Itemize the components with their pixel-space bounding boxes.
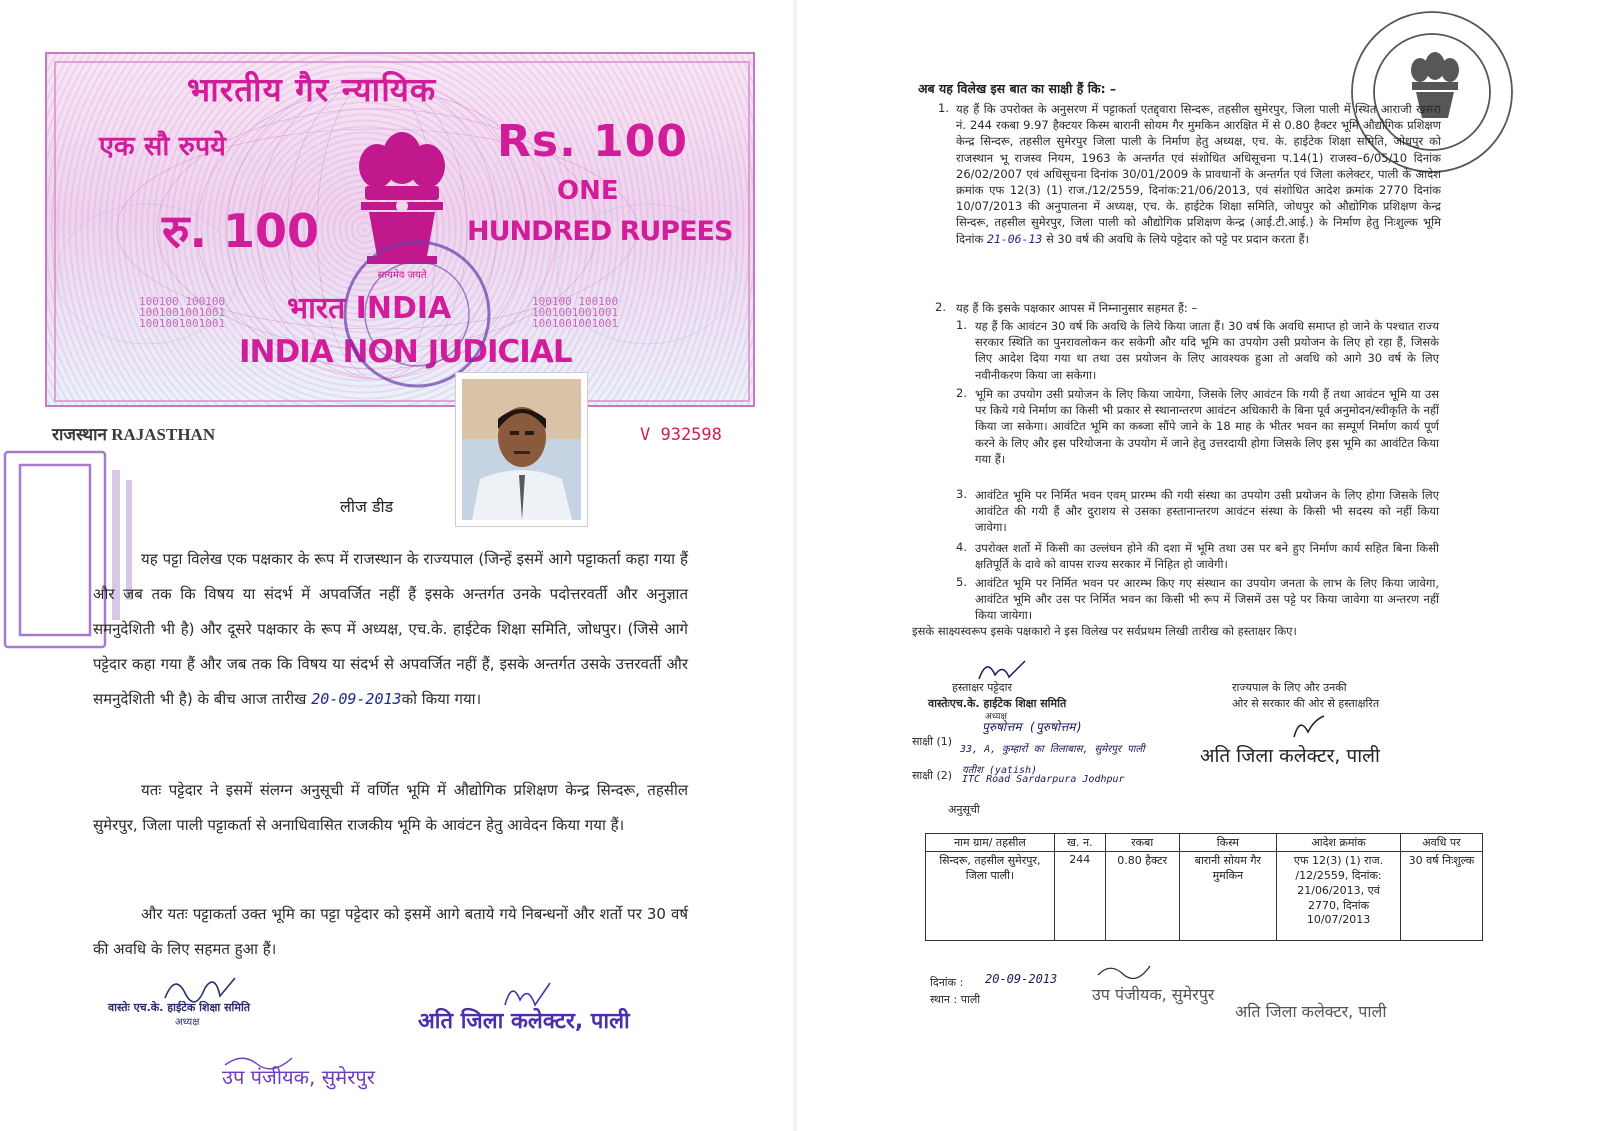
deed-paragraph-1 [93,542,688,717]
clause-1-end: से 30 वर्ष की अवधि के लिये पट्टेदार को पट्टे पर प्रदान करता हैं। [1045,231,1309,246]
person-photo-icon [462,379,581,520]
sub-item-3-number: 3. [956,487,967,501]
lessee-signature-role: अध्यक्ष [175,1017,200,1028]
clause-1-number: 1. [938,101,949,115]
clause-1 [956,101,1441,247]
witness-1-address: 33, A, कुम्हारों का तिलाबास, सुमेरपुर पाली [960,744,1145,755]
lessee-signature-org: वास्तेः एच.के. हाईटेक शिक्षा समिति [108,1001,251,1014]
witness-1-label: साक्षी (1) [912,735,953,748]
stamp-amount-one: ONE [557,176,619,206]
collector-stamp-bottom: अति जिला कलेक्टर, पाली [1235,1002,1387,1021]
page-divider [793,0,797,1131]
schedule-cell: 30 वर्ष निःशुल्क [1400,852,1482,941]
stamp-amount-rs: Rs. 100 [497,116,688,167]
deed-date-handwritten: 20-09-2013 [311,690,402,708]
table-row [926,852,1483,941]
document-title: लीज डीड [340,497,394,516]
witness-2-label: साक्षी (2) [912,769,953,782]
lessee-photo [455,372,588,527]
emblem-motto: सत्यमेव जयते [377,270,427,281]
stamp-serial-number: V 932598 [640,425,722,445]
schedule-cell: एफ 12(3) (1) राज. /12/2559, दिनांक: 21/06/2013, एवं 2770, दिनांक 10/07/2013 [1277,852,1401,941]
sig-lessee-role: अध्यक्ष [985,712,1007,722]
schedule-header-cell: नाम ग्राम/ तहसील [926,834,1055,852]
subregistrar-stamp-right: उप पंजीयक, सुमेरपुर [1092,985,1215,1004]
schedule-header-row [926,834,1483,852]
schedule-cell: 0.80 हैक्टर [1105,852,1179,941]
stamp-amount-words: HUNDRED RUPEES [467,216,733,247]
sub-item-1-number: 1. [956,318,967,332]
sig-lessee-label: हस्ताक्षर पट्टेदार [952,681,1012,694]
date-label: दिनांक : [930,976,964,989]
deed-paragraph-3 [93,897,688,967]
schedule-header-cell: किस्म [1179,834,1277,852]
clause-2-number: 2. [935,300,946,314]
stamp-title-hindi: भारतीय गैर न्यायिक [187,70,437,109]
deed-paragraph-2 [93,773,688,843]
collector-signature-right-scribble [1290,712,1330,742]
deed-paragraph-1-end: को किया गया। [401,690,482,708]
clause-1-date-handwritten: 21-06-13 [986,231,1043,246]
stamp-bharat-india: भारत INDIA [287,291,452,326]
sub-item-4: उपरोक्त शर्तो में किसी का उल्लंघन होने की दशा में भूमि तथा उस पर बने हुए निर्माण कार्य सहित बिना किसी क्षतिपूर्ति के दावे को वापस राज्य सरकार में निहित हो जावेगी। [975,541,1439,572]
stamp-amount-ru: रु. 100 [162,204,320,258]
sub-item-1: यह हैं कि आवंटन 30 वर्ष कि अवधि के लिये किया जाता हैं। 30 वर्ष कि अवधि समाप्त हो जाने के पश्चात राज्य सरकार स्थिति का पुनरावलोकन कर सकेगी और यदि भूमि का उपयोग उसी प्रयोजन के लिए हो रहा हैं, जिसके लिए आदेश दिया गया था तथा उस प्रयोजन के लिए आवश्यक हुआ तो अवधि को आगे 30 वर्ष के लिए नवीनीकरण किया जा सकेगा। [975,319,1439,382]
sig-lessee-org: वास्तेःएच.के. हाईटेक शिक्षा समिति [928,697,1067,710]
subregistrar-stamp: उप पंजीयक, सुमेरपुर [222,1065,375,1089]
place-label: स्थान : पाली [930,993,981,1006]
schedule-header-cell: आदेश क्रमांक [1277,834,1401,852]
sub-item-2-number: 2. [956,386,967,400]
deed-paragraph-2-text: यतः पट्टेदार ने इसमें संलग्न अनुसूची में वर्णित भूमि में औद्योगिक प्रशिक्षण केन्द्र सिन्दरू, तहसील सुमेरपुर, जिला पाली पट्टाकर्ता से अनाधिवासित राजकीय भूमि के आवंटन हेतु आवेदन किया गया हैं। [93,781,688,834]
schedule-header-cell: रकबा [1105,834,1179,852]
governor-line-2: ओर से सरकार की ओर से हस्ताक्षरित [1232,697,1380,710]
deed-paragraph-3-text: और यतः पट्टाकर्ता उक्त भूमि का पट्टा पट्टेदार को इसमें आगे बताये गये निबन्धनों और शर्तो पर 30 वर्ष की अवधि के लिए सहमत हुआ हैं। [93,905,688,958]
deed-paragraph-1-text: यह पट्टा विलेख एक पक्षकार के रूप में राजस्थान के राज्यपाल (जिन्हें इसमें आगे पट्टाकर्ता कहा गया हैं और जब तक कि विषय या संदर्भ में अपवर्जित नहीं हैं इसके अन्तर्गत उनके पदोत्तरवर्ती और अनुज्ञात समनुदेशिती भी है) और दूसरे पक्षकार के रूप में अध्यक्ष, एच.के. हाईटेक शिक्षा समिति, जोधपुर। (जिसे आगे पट्टेदार कहा गया हैं और जब तक कि विषय या संदर्भ से अपवर्जित नहीं हैं, इसके अन्तर्गत उसके उत्तरवर्ती और समनुदेशिती भी है) के बीच आज तारीख [93,550,688,708]
collector-signature-stamp: अति जिला कलेक्टर, पाली [418,1009,630,1034]
stamp-binary-left: 100100 100100 1001001001001 1001001001001 [139,295,226,330]
right-heading: अब यह विलेख इस बात का साक्षी हैं कि: – [918,81,1117,96]
left-page [0,0,790,1131]
schedule-cell: सिन्दरू, तहसील सुमेरपुर, जिला पाली। [926,852,1055,941]
stamp-binary-right: 100100 100100 1001001001001 1001001001001 [532,295,619,330]
stamp-paper [45,52,755,407]
date-value-handwritten: 20-09-2013 [985,972,1058,986]
sub-item-5-number: 5. [956,575,967,589]
witness-2-name: यतीश (yatish) [962,765,1038,776]
sub-item-3: आवंटित भूमि पर निर्मित भवन एवम् प्रारम्भ की गयी संस्था का उपयोग उसी प्रयोजन के लिए होगा जिसके लिए आवंटित की गयी हैं और दुराशय से उसका हस्तानान्तरण आवंटन संस्था के किसी भी सदस्य को नहीं किया जावेगा। [975,488,1439,535]
subregistrar-right-scribble [1095,960,1155,980]
witness-note: इसके साक्ष्यस्वरूप इसके पक्षकारो ने इस विलेख पर सर्वप्रथम लिखी तारीख को हस्ताक्षर किए। [912,624,1297,638]
schedule-header-cell: अवधि पर [1400,834,1482,852]
witness-1-name: पुरुषोत्तम (पुरुषोत्तम) [982,720,1083,734]
clause-2: यह हैं कि इसके पक्षकार आपस में निम्नानुसार सहमत हैं: – [956,301,1198,315]
schedule-title: अनुसूची [948,803,980,816]
sub-item-4-number: 4. [956,540,967,554]
sub-item-2: भूमि का उपयोग उसी प्रयोजन के लिए किया जायेगा, जिसके लिए आवंटन कि गयी हैं तथा आवंटन भूमि या उस पर किये गये निर्माण का किसी भी प्रकार से स्थानान्तरण आवंटन अधिकारी के बिना पूर्व अनुमोदन/स्वीकृति के नहीं किया जा सकेगा। आवंटित भूमि का कब्जा सौंपे जाने के 18 माह के भीतर भवन का सम्पूर्ण निर्माण कार्य पूर्ण करने के लिए और इस परियोजना के उपयोग में जाने हेतु उत्तरदायी होगा जिसके लिए इस भूमि का आवंटित किया गया हैं। [975,387,1439,466]
stamp-non-judicial: INDIA NON JUDICIAL [239,334,572,370]
sub-item-5: आवंटित भूमि पर निर्मित भवन पर आरम्भ किए गए संस्थान का उपयोग जनता के लाभ के लिए किया जावेगा, आवंटित भूमि और उस पर निर्मित भवन का किसी भी रूप में जिसमें उस पट्टे पर किया जावेगा या अन्तरण नहीं किया जायेगा। [975,576,1439,623]
witness-2-address: ITC Road Sardarpura Jodhpur [962,774,1125,785]
stamp-state: राजस्थान RAJASTHAN [52,425,216,444]
schedule-header-cell: ख. न. [1054,834,1105,852]
clause-1-text: यह हैं कि उपरोक्त के अनुसरण में पट्टाकर्ता एतद्द्वारा सिन्दरू, तहसील सुमेरपुर, जिला पाली में स्थित आराजी खसरा नं. 244 रकबा 9.97 हैक्टयर किस्म बारानी सोयम गैर मुमकिन आरक्षित में से 0.80 हैक्टर भूमि औद्योगिक प्रशिक्षण केन्द्र सिन्दरू, तहसील सुमेरपुर जिला पाली के निर्माण हेतु अध्यक्ष, एच. के. हाईटेक शिक्षा समिति, जोधपुर को राजस्थान भू राजस्व नियम, 1963 के अन्तर्गत एवं संशोधित अधिसूचना प.14(1) राजस्व–6/05/10 दिनांक 26/02/2007 एवं अधिसूचना दिनांक 30/01/2009 के प्रावधानों के अन्तर्गत एवं जिला कलेक्टर, पाली के आदेश क्रमांक एफ 12(3) (1) राज./12/2559, दिनांक:21/06/2013, एवं संशोधित आदेश क्रमांक 2770 दिनांक 10/07/2013 की अनुपालना में अध्यक्ष, एच. के. हाईटेक शिक्षा समिति, जोधपुर को औद्योगिक प्रशिक्षण केन्द्र सिन्दरू, तहसील सुमेरपुर, जिला पाली को औद्योगिक प्रशिक्षण केन्द्र (आई.टी.आई.) के निर्माण हेतु निःशुल्क भूमि दिनांक [956,102,1441,246]
schedule-cell: बारानी सोयम गैर मुमकिन [1179,852,1277,941]
schedule-cell: 244 [1054,852,1105,941]
schedule-table [925,833,1483,941]
collector-signature-right: अति जिला कलेक्टर, पाली [1200,745,1380,767]
governor-line-1: राज्यपाल के लिए और उनकी [1232,681,1347,694]
stamp-amount-hindi: एक सौ रुपये [99,131,226,162]
